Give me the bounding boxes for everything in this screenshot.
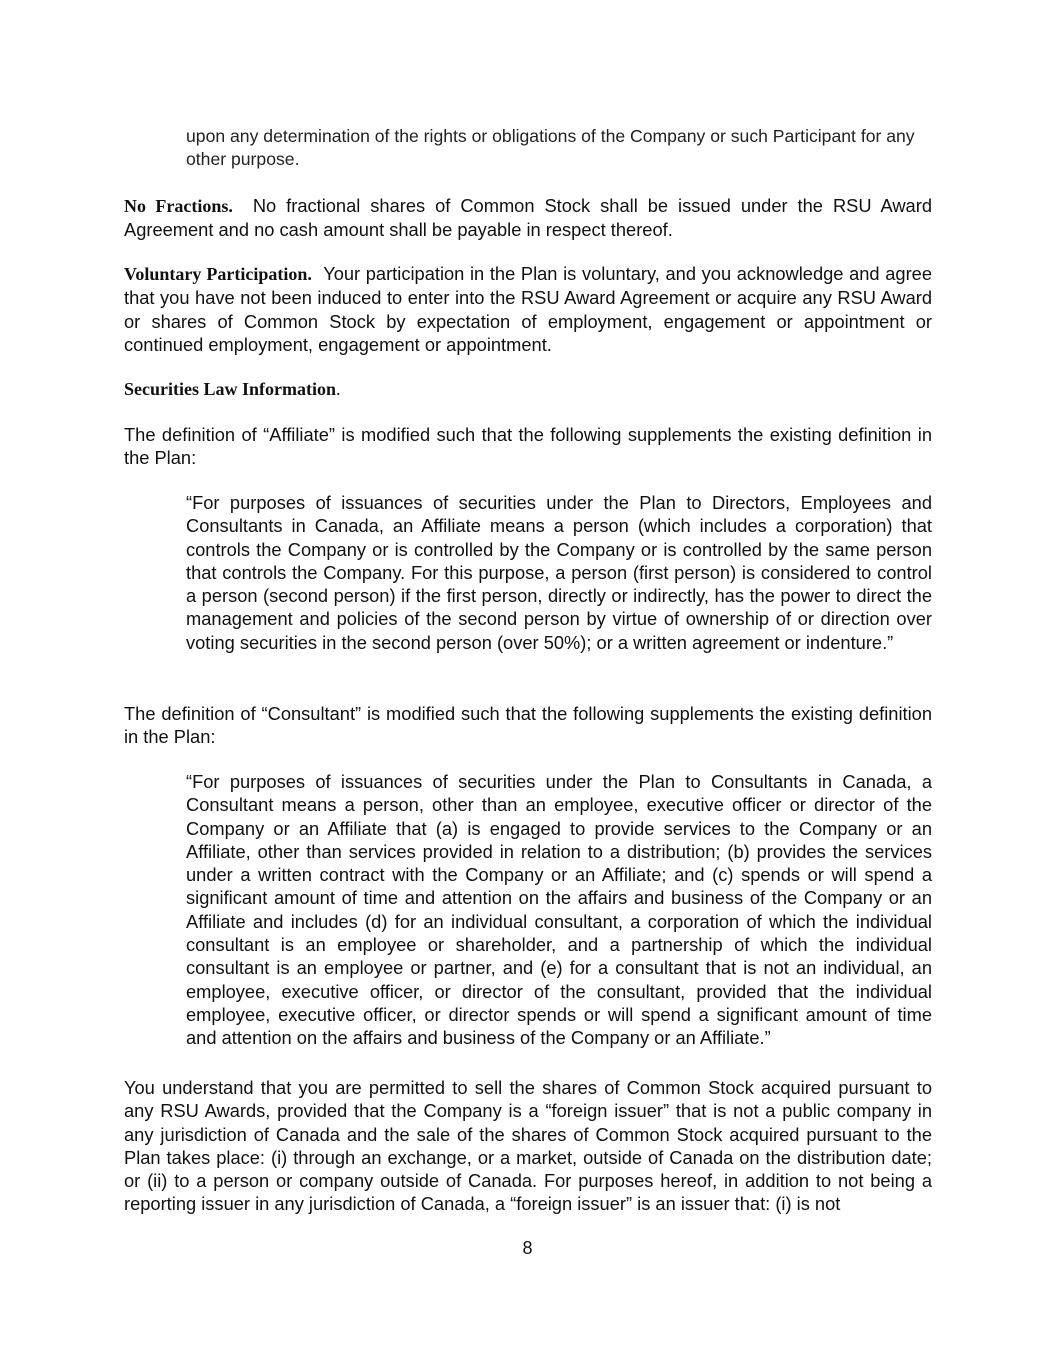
resale-paragraph: You understand that you are permitted to sell the shares of Common Stock acquired pursuant to any RSU Awards, provided that the Company is a “foreign issuer” that is not a public company in any jurisdiction of Canada and the sale of the shares of Common Stock acquired pursuant to the Plan takes place: (i) through an exchange, or a market, outside of Canada on the distribution date; or (ii) to a person or company outside of Canada. For purposes hereof, in addition to not being a reporting issuer in any jurisdiction of Canada, a “foreign issuer” is an issuer that: (i) is not [124,1077,932,1215]
voluntary-participation-body: Your participation in the Plan is voluntary, and you acknowledge and agree that you have not been induced to enter into the RSU Award Agreement or acquire any RSU Award or shares of Common Stock by expectation of employment, engagement or appointment or continued employment, engagement or appointment. [124,263,932,355]
consultant-quote: “For purposes of issuances of securities under the Plan to Consultants in Canada, a Consultant means a person, other than an employee, executive officer or director of the Company or an Affiliate that (a) is engaged to provide services to the Company or an Affiliate, other than services provided in relation to a distribution; (b) provides the services under a written contract with the Company or an Affiliate; and (c) spends or will spend a significant amount of time and attention on the affairs and business of the Company or an Affiliate and includes (d) for an individual consultant, a corporation of which the individual consultant is an employee or shareholder, and a partnership of which the individual consultant is an employee or partner, and (e) for a consultant that is not an individual, an employee, executive officer, or director of the consultant, provided that the individual employee, executive officer, or director spends or will spend a significant amount of time and attention on the affairs and business of the Company or an Affiliate.” [186,771,932,1049]
voluntary-participation-section [124,262,932,356]
continuation-paragraph: upon any determination of the rights or obligations of the Company or such Participant for any other purpose. [186,126,915,170]
affiliate-quote: “For purposes of issuances of securities under the Plan to Directors, Employees and Consultants in Canada, an Affiliate means a person (which includes a corporation) that controls the Company or is controlled by the Company or is controlled by the same person that controls the Company. For this purpose, a person (first person) is considered to control a person (second person) if the first person, directly or indirectly, has the power to direct the management and policies of the second person by virtue of ownership of or direction over voting securities in the second person (over 50%); or a written agreement or indenture.” [186,492,932,653]
voluntary-participation-heading: Voluntary Participation. [124,264,312,284]
page-number: 8 [522,1238,533,1258]
securities-law-heading-period: . [335,379,341,399]
no-fractions-section [124,194,932,242]
no-fractions-heading: No Fractions. [124,196,233,216]
securities-law-heading [124,378,340,401]
consultant-intro-paragraph: The definition of “Consultant” is modified such that the following supplements the existing definition in the Plan: [124,703,932,748]
no-fractions-body: No fractional shares of Common Stock shall be issued under the RSU Award Agreement and no cash amount shall be payable in respect thereof. [124,195,932,241]
securities-law-heading-text: Securities Law Information [124,379,336,399]
affiliate-intro-paragraph: The definition of “Affiliate” is modified such that the following supplements the existing definition in the Plan: [124,424,932,469]
